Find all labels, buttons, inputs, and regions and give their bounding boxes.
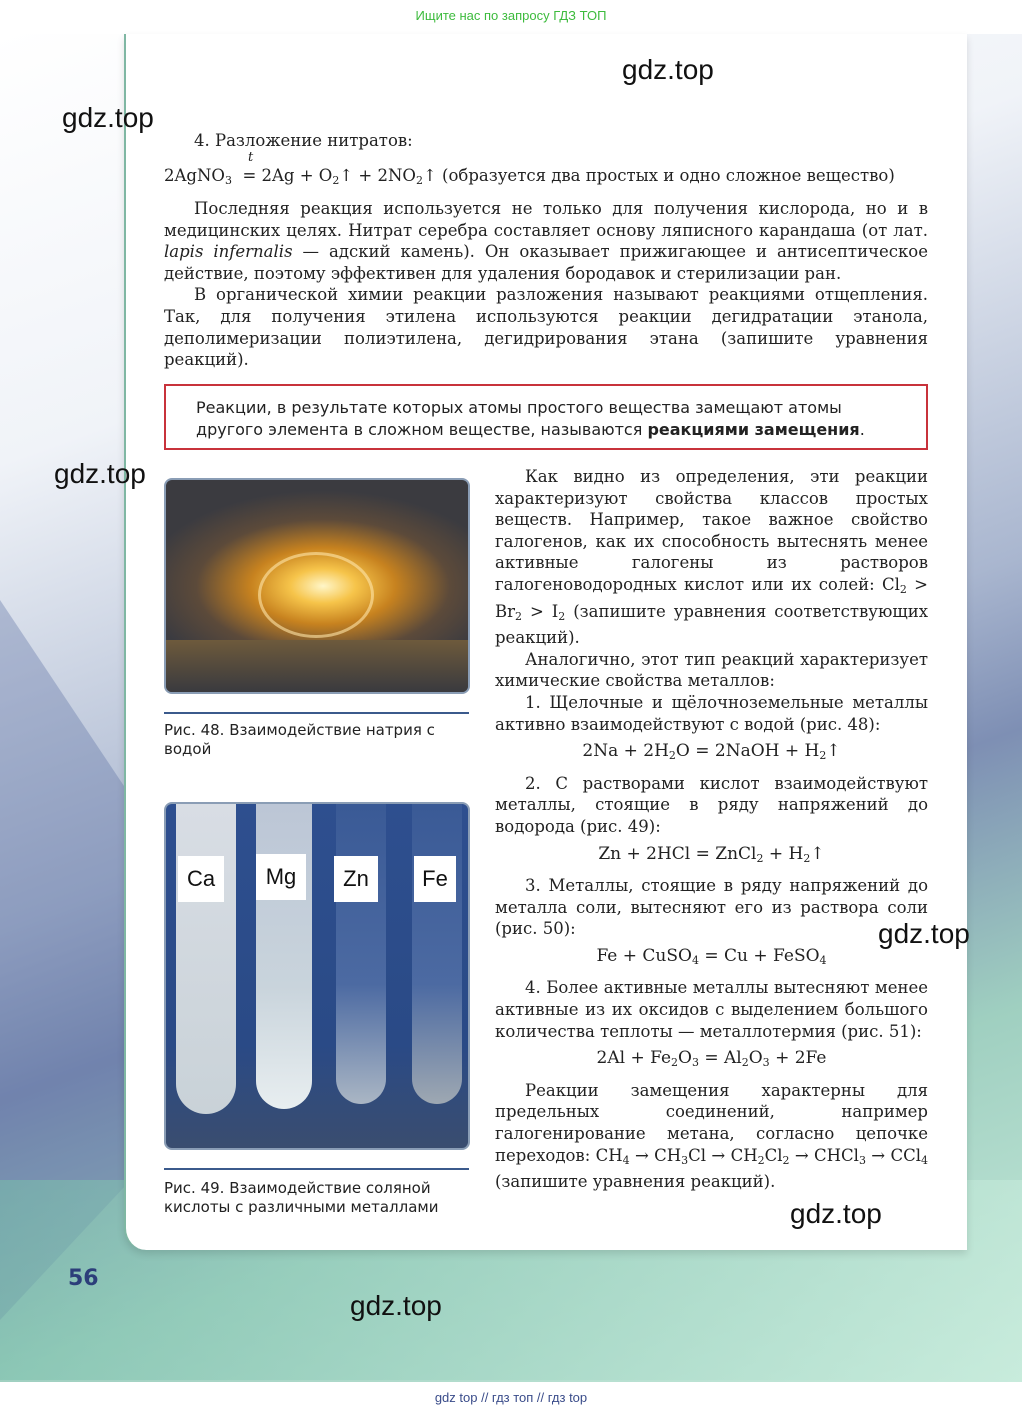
equation-nitrate: 2AgNO$_3$ = $2Ag + O_2↑$ + $2NO_2↑$ (образуется два простых и одно сложное вещество) bbox=[164, 166, 895, 187]
section-heading: 4. Разложение нитратов: bbox=[194, 131, 413, 150]
caption-rule bbox=[164, 1168, 469, 1170]
right-paragraph-6: 4. Более активные металлы вытесняют менее активные из их оксидов с выделением большого количества теплоты — металлотермия (рис. 51): bbox=[495, 978, 928, 1041]
definition-text: Реакции, в результате которых атомы простого вещества замещают атомы другого элемента в сложном веществе, называются bbox=[196, 398, 842, 439]
tube-label-mg: Mg bbox=[256, 854, 306, 900]
tube-label-ca: Ca bbox=[178, 856, 224, 902]
watermark: gdz.top bbox=[350, 1290, 442, 1321]
tube-mg bbox=[256, 804, 312, 1109]
footer-note[interactable]: gdz top // гдз топ // гдз top bbox=[434, 1390, 588, 1405]
figure-48-caption: Рис. 48. Взаимодействие натрия с водой bbox=[164, 721, 435, 758]
paragraph-1: Последняя реакция используется не только для получения кислорода, но и в медицинских целях. Нитрат серебра составляет основу ляписного карандаша (от лат. lapis infernalis — адский камень). Он оказывает прижигающее и антисептическое действие, поэтому эффективен для удаления бородавок и стерилизации ран. bbox=[164, 199, 928, 283]
right-paragraph-1: Как видно из определения, эти реакции характеризуют свойства классов простых веществ. Например, такое важное свойство галогенов, как их способность вытеснять менее активные галогены из растворов галогеноводородных кислот или их солей: $Cl_2 > Br_2 > I_2$ (запишите уравнения соответствующих реакций). bbox=[495, 467, 928, 648]
watermark: gdz.top bbox=[622, 54, 714, 85]
right-column bbox=[495, 466, 928, 1193]
figure-48-photo bbox=[164, 478, 470, 694]
definition-box bbox=[164, 384, 928, 450]
page-number: 56 bbox=[68, 1266, 99, 1291]
watermark: gdz.top bbox=[878, 918, 970, 949]
figure-49-caption: Рис. 49. Взаимодействие соляной кислоты с различными металлами bbox=[164, 1179, 439, 1216]
paragraph-block-top bbox=[164, 198, 928, 371]
equation-sodium: $2Na + 2H_2O$ = 2NaOH + $H_2↑$ bbox=[582, 741, 841, 763]
header-note[interactable]: Ищите нас по запросу ГДЗ ТОП bbox=[415, 8, 607, 23]
equation-condition: t bbox=[248, 150, 254, 165]
watermark: gdz.top bbox=[790, 1198, 882, 1229]
paragraph-2: В органической химии реакции разложения называют реакциями отщепления. Так, для получения этилена используются реакции дегидратации этанола, деполимеризации полиэтилена, дегидрирования этана (запишите уравнения реакций). bbox=[164, 285, 928, 370]
watermark: gdz.top bbox=[54, 458, 146, 489]
tube-label-fe: Fe bbox=[414, 856, 456, 902]
glass-dish bbox=[258, 552, 374, 638]
tube-ca bbox=[176, 804, 236, 1114]
watermark: gdz.top bbox=[62, 102, 154, 133]
right-paragraph-7: Реакции замещения характерны для предельных соединений, например галогенирование метана, согласно цепочке переходов: $CH_4 \to CH_3Cl \to CH_2Cl_2$ → CHCl$_3$ → CCl$_4$ (запишите уравнения реакций). bbox=[495, 1080, 928, 1192]
tube-fe bbox=[412, 804, 462, 1104]
equation-zinc: Zn + 2HCl = ZnCl$_2$ + $H_2↑$ bbox=[598, 843, 825, 865]
right-paragraph-3: 1. Щелочные и щёлочноземельные металлы активно взаимодействуют с водой (рис. 48): bbox=[495, 692, 928, 734]
definition-term: реакциями замещения bbox=[647, 420, 860, 439]
right-paragraph-4: 2. С растворами кислот взаимодействуют металлы, стоящие в ряду напряжений до водорода (рис. 49): bbox=[495, 773, 928, 836]
figure-49-photo bbox=[164, 802, 470, 1150]
equation-thermite: $2Al + Fe_2O_3 = Al_2O_3 + 2Fe$ bbox=[596, 1048, 827, 1070]
tube-label-zn: Zn bbox=[334, 856, 378, 902]
tube-zn bbox=[336, 804, 386, 1104]
right-paragraph-5: 3. Металлы, стоящие в ряду напряжений до металла соли, вытесняют его из раствора соли (рис. 50): bbox=[495, 876, 928, 939]
caption-rule bbox=[164, 712, 469, 714]
right-paragraph-2: Аналогично, этот тип реакций характеризует химические свойства металлов: bbox=[495, 649, 928, 691]
equation-iron: Fe + CuSO$_4$ = Cu + FeSO$_4$ bbox=[596, 945, 827, 967]
table-surface bbox=[166, 640, 468, 692]
definition-end: . bbox=[859, 420, 865, 439]
